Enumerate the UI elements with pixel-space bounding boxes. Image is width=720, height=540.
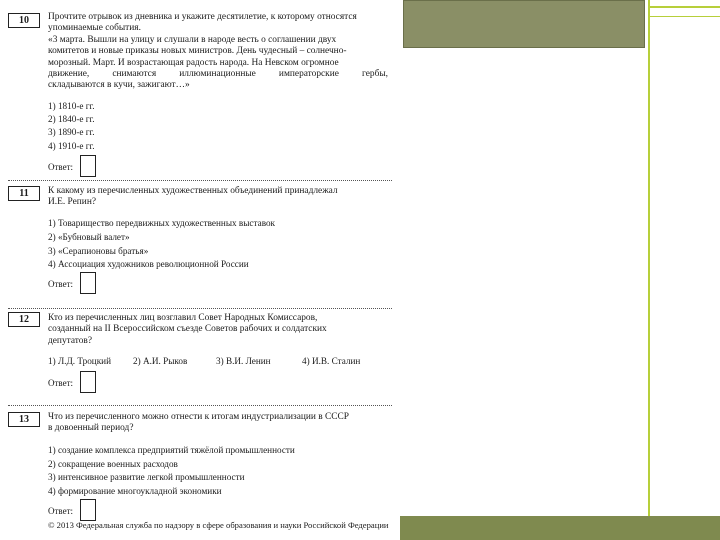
- question-text-line: упоминаемые события.: [48, 23, 141, 34]
- answer-box-13[interactable]: [80, 499, 96, 521]
- question-number-13: 13: [8, 412, 40, 427]
- question-text-line: депутатов?: [48, 335, 93, 346]
- question-text-line: Прочтите отрывок из дневника и укажите десятилетие, к которому относятся: [48, 12, 357, 22]
- option-13-2: 2) сокращение военных расходов: [48, 459, 178, 469]
- question-number-11: 11: [8, 186, 40, 201]
- question-12-text: [48, 313, 388, 347]
- question-text-line: в довоенный период?: [48, 423, 134, 434]
- question-text-line: движение, снимаются иллюминационные императорские гербы,: [48, 69, 388, 80]
- question-text-line: Кто из перечисленных лиц возглавил Совет Народных Комиссаров,: [48, 313, 318, 323]
- option-12-2: 2) А.И. Рыков: [133, 356, 188, 366]
- question-text-line: К какому из перечисленных художественных объединений принадлежал: [48, 186, 338, 196]
- answer-label-10: Ответ:: [48, 162, 74, 172]
- question-text-line: Что из перечисленного можно отнести к итогам индустриализации в СССР: [48, 412, 350, 422]
- option-10-4: 4) 1910-е гг.: [48, 141, 95, 151]
- option-11-2: 2) «Бубновый валет»: [48, 232, 130, 242]
- option-13-4: 4) формирование многоукладной экономики: [48, 486, 222, 496]
- question-text-line: морозный. Март. И возрастающая радость народа. На Невском огромное: [48, 57, 339, 68]
- accent-horizontal-line: [650, 6, 720, 8]
- question-text-line: созданный на II Всероссийском съезде Советов рабочих и солдатских: [48, 324, 327, 335]
- option-12-4: 4) И.В. Сталин: [302, 356, 361, 366]
- option-11-3: 3) «Серапионовы братья»: [48, 246, 149, 256]
- question-text-line: И.Е. Репин?: [48, 197, 96, 208]
- question-11-text: [48, 186, 388, 209]
- divider: [8, 308, 392, 309]
- slide-side-panel: [400, 0, 720, 540]
- option-10-3: 3) 1890-е гг.: [48, 127, 95, 137]
- question-number-12: 12: [8, 312, 40, 327]
- accent-vertical-line: [648, 0, 650, 540]
- question-text-line: «3 марта. Вышли на улицу и слушали в народе весть о соглашении двух: [48, 34, 337, 45]
- option-11-4: 4) Ассоциация художников революционной России: [48, 259, 249, 269]
- question-text-line: комитетов и новые приказы новых министров. День чудесный – солнечно-: [48, 46, 347, 57]
- option-10-1: 1) 1810-е гг.: [48, 101, 95, 111]
- decorative-green-box: [403, 0, 645, 48]
- option-12-1: 1) Л.Д. Троцкий: [48, 356, 112, 366]
- option-12-3: 3) В.И. Ленин: [216, 356, 271, 366]
- question-10-text: [48, 12, 388, 92]
- answer-box-10[interactable]: [80, 155, 96, 177]
- accent-horizontal-line-thin: [650, 16, 720, 17]
- question-text-line: складываются в кучи, зажигают…»: [48, 80, 190, 91]
- answer-label-12: Ответ:: [48, 378, 74, 388]
- divider: [8, 180, 392, 181]
- answer-label-11: Ответ:: [48, 279, 74, 289]
- bottom-accent-bar: [400, 516, 720, 540]
- option-13-1: 1) создание комплекса предприятий тяжёлой промышленности: [48, 445, 295, 455]
- answer-label-13: Ответ:: [48, 506, 74, 516]
- copyright-footer: © 2013 Федеральная служба по надзору в сфере образования и науки Российской Федерации: [48, 520, 389, 530]
- answer-box-11[interactable]: [80, 272, 96, 294]
- question-13-text: [48, 412, 388, 435]
- answer-box-12[interactable]: [80, 371, 96, 393]
- option-10-2: 2) 1840-е гг.: [48, 114, 95, 124]
- option-13-3: 3) интенсивное развитие легкой промышленности: [48, 472, 245, 482]
- question-number-10: 10: [8, 13, 40, 28]
- option-11-1: 1) Товарищество передвижных художественных выставок: [48, 218, 276, 228]
- divider: [8, 405, 392, 406]
